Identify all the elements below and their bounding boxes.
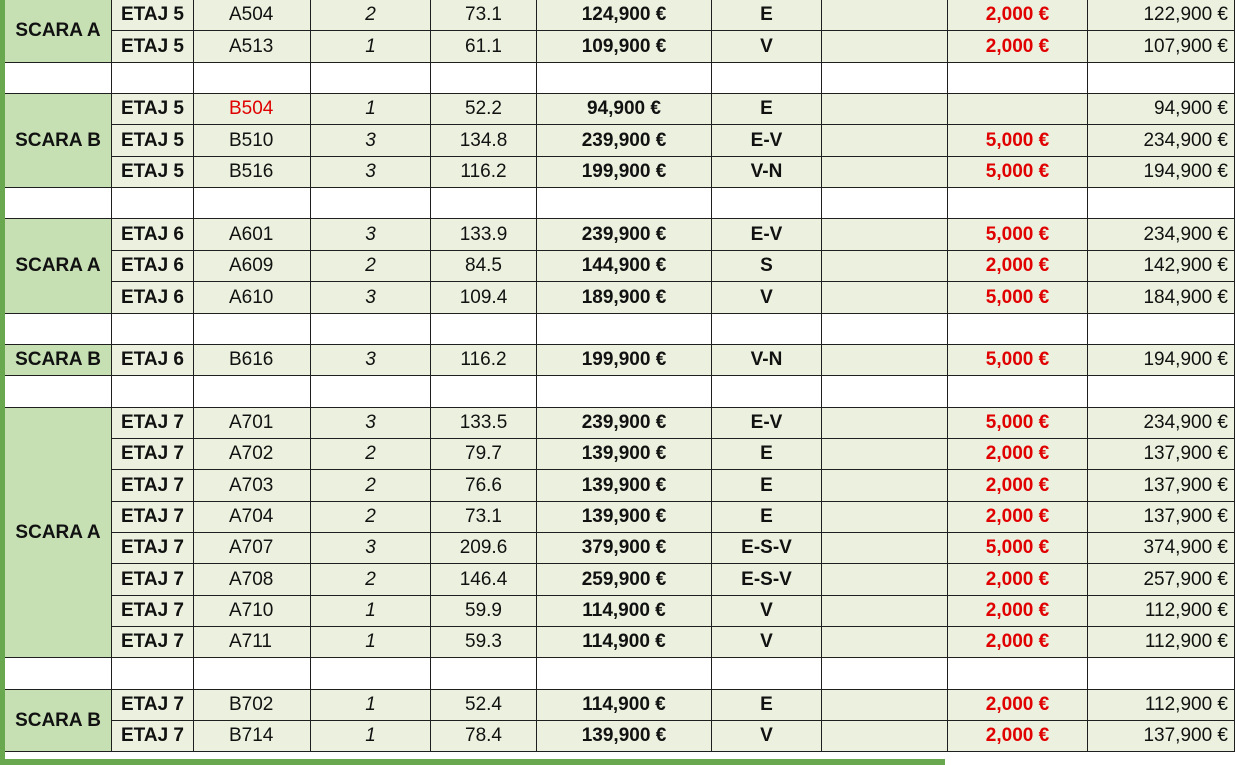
area-cell[interactable]: 109.4 bbox=[431, 282, 537, 314]
apt-cell[interactable]: A711 bbox=[194, 627, 311, 658]
discount-cell[interactable]: 5,000 € bbox=[948, 282, 1088, 314]
area-cell[interactable]: 73.1 bbox=[431, 502, 537, 533]
discount-cell[interactable]: 2,000 € bbox=[948, 502, 1088, 533]
final-cell[interactable]: 137,900 € bbox=[1088, 439, 1235, 470]
price-cell[interactable]: 379,900 € bbox=[537, 533, 712, 564]
price-cell[interactable]: 139,900 € bbox=[537, 439, 712, 470]
empty-cell[interactable] bbox=[822, 721, 948, 752]
rooms-cell[interactable]: 1 bbox=[311, 596, 431, 627]
empty-cell[interactable] bbox=[822, 596, 948, 627]
etaj-cell[interactable]: ETAJ 5 bbox=[112, 157, 194, 188]
area-cell[interactable]: 133.5 bbox=[431, 408, 537, 439]
empty-cell[interactable] bbox=[822, 564, 948, 596]
orient-cell[interactable]: V bbox=[712, 721, 822, 752]
orient-cell[interactable]: E bbox=[712, 502, 822, 533]
area-cell[interactable]: 78.4 bbox=[431, 721, 537, 752]
separator-cell bbox=[1088, 658, 1235, 690]
separator-cell bbox=[112, 658, 194, 690]
apt-cell[interactable]: B702 bbox=[194, 690, 311, 721]
discount-cell[interactable]: 2,000 € bbox=[948, 0, 1088, 31]
etaj-cell[interactable]: ETAJ 7 bbox=[112, 721, 194, 752]
empty-cell[interactable] bbox=[822, 282, 948, 314]
separator-cell bbox=[537, 314, 712, 345]
separator-cell bbox=[194, 188, 311, 219]
separator-cell bbox=[712, 188, 822, 219]
rooms-cell[interactable]: 3 bbox=[311, 533, 431, 564]
apt-cell[interactable]: B516 bbox=[194, 157, 311, 188]
scara-label[interactable]: SCARA A bbox=[5, 0, 112, 63]
separator-cell bbox=[5, 63, 112, 94]
discount-cell[interactable]: 5,000 € bbox=[948, 408, 1088, 439]
separator-cell bbox=[5, 314, 112, 345]
area-cell[interactable]: 52.2 bbox=[431, 94, 537, 125]
discount-cell[interactable]: 5,000 € bbox=[948, 345, 1088, 376]
rooms-cell[interactable]: 3 bbox=[311, 345, 431, 376]
scara-label[interactable]: SCARA A bbox=[5, 408, 112, 658]
empty-cell[interactable] bbox=[822, 125, 948, 157]
final-cell[interactable]: 234,900 € bbox=[1088, 125, 1235, 157]
empty-cell[interactable] bbox=[822, 94, 948, 125]
scara-label[interactable]: SCARA B bbox=[5, 94, 112, 188]
final-cell[interactable]: 374,900 € bbox=[1088, 533, 1235, 564]
separator-cell bbox=[948, 63, 1088, 94]
apt-cell[interactable]: A701 bbox=[194, 408, 311, 439]
etaj-cell[interactable]: ETAJ 7 bbox=[112, 502, 194, 533]
rooms-cell[interactable]: 1 bbox=[311, 627, 431, 658]
apt-cell[interactable]: A702 bbox=[194, 439, 311, 470]
price-cell[interactable]: 259,900 € bbox=[537, 564, 712, 596]
apt-cell[interactable]: A513 bbox=[194, 31, 311, 63]
separator-cell bbox=[822, 314, 948, 345]
apt-cell[interactable]: A708 bbox=[194, 564, 311, 596]
separator-cell bbox=[822, 188, 948, 219]
rooms-cell[interactable]: 3 bbox=[311, 125, 431, 157]
rooms-cell[interactable]: 1 bbox=[311, 690, 431, 721]
area-cell[interactable]: 116.2 bbox=[431, 345, 537, 376]
empty-cell[interactable] bbox=[822, 345, 948, 376]
area-cell[interactable]: 209.6 bbox=[431, 533, 537, 564]
orient-cell[interactable]: V-N bbox=[712, 345, 822, 376]
price-cell[interactable]: 144,900 € bbox=[537, 251, 712, 282]
separator-cell bbox=[712, 376, 822, 408]
final-cell[interactable]: 94,900 € bbox=[1088, 94, 1235, 125]
separator-cell bbox=[5, 188, 112, 219]
apt-cell[interactable]: A703 bbox=[194, 470, 311, 502]
separator-cell bbox=[822, 63, 948, 94]
etaj-cell[interactable]: ETAJ 6 bbox=[112, 282, 194, 314]
empty-cell[interactable] bbox=[822, 690, 948, 721]
rooms-cell[interactable]: 3 bbox=[311, 219, 431, 251]
final-cell[interactable]: 137,900 € bbox=[1088, 721, 1235, 752]
separator-cell bbox=[431, 188, 537, 219]
separator-cell bbox=[1088, 188, 1235, 219]
rooms-cell[interactable]: 3 bbox=[311, 157, 431, 188]
apt-cell[interactable]: A609 bbox=[194, 251, 311, 282]
final-cell[interactable]: 234,900 € bbox=[1088, 408, 1235, 439]
etaj-cell[interactable]: ETAJ 7 bbox=[112, 533, 194, 564]
orient-cell[interactable]: S bbox=[712, 251, 822, 282]
etaj-cell[interactable]: ETAJ 5 bbox=[112, 31, 194, 63]
separator-cell bbox=[194, 376, 311, 408]
price-cell[interactable]: 114,900 € bbox=[537, 627, 712, 658]
price-cell[interactable]: 109,900 € bbox=[537, 31, 712, 63]
discount-cell[interactable]: 5,000 € bbox=[948, 219, 1088, 251]
separator-cell bbox=[5, 658, 112, 690]
final-cell[interactable]: 137,900 € bbox=[1088, 470, 1235, 502]
etaj-cell[interactable]: ETAJ 6 bbox=[112, 251, 194, 282]
empty-cell[interactable] bbox=[822, 408, 948, 439]
separator-cell bbox=[311, 658, 431, 690]
apt-cell[interactable]: B504 bbox=[194, 94, 311, 125]
etaj-cell[interactable]: ETAJ 5 bbox=[112, 94, 194, 125]
separator-cell bbox=[112, 376, 194, 408]
scara-label[interactable]: SCARA B bbox=[5, 690, 112, 752]
separator-cell bbox=[822, 376, 948, 408]
separator-cell bbox=[948, 376, 1088, 408]
separator-cell bbox=[712, 314, 822, 345]
price-cell[interactable]: 94,900 € bbox=[537, 94, 712, 125]
rooms-cell[interactable]: 1 bbox=[311, 94, 431, 125]
price-cell[interactable]: 199,900 € bbox=[537, 157, 712, 188]
orient-cell[interactable]: V-N bbox=[712, 157, 822, 188]
separator-cell bbox=[5, 376, 112, 408]
rooms-cell[interactable]: 3 bbox=[311, 408, 431, 439]
price-cell[interactable]: 239,900 € bbox=[537, 219, 712, 251]
empty-cell[interactable] bbox=[822, 157, 948, 188]
etaj-cell[interactable]: ETAJ 7 bbox=[112, 627, 194, 658]
final-cell[interactable]: 184,900 € bbox=[1088, 282, 1235, 314]
separator-cell bbox=[712, 658, 822, 690]
area-cell[interactable]: 116.2 bbox=[431, 157, 537, 188]
final-cell[interactable]: 112,900 € bbox=[1088, 690, 1235, 721]
etaj-cell[interactable]: ETAJ 6 bbox=[112, 219, 194, 251]
area-cell[interactable]: 133.9 bbox=[431, 219, 537, 251]
orient-cell[interactable]: E bbox=[712, 439, 822, 470]
price-cell[interactable]: 124,900 € bbox=[537, 0, 712, 31]
discount-cell[interactable]: 2,000 € bbox=[948, 627, 1088, 658]
separator-cell bbox=[311, 63, 431, 94]
rooms-cell[interactable]: 2 bbox=[311, 0, 431, 31]
apt-cell[interactable]: A504 bbox=[194, 0, 311, 31]
separator-cell bbox=[537, 188, 712, 219]
final-cell[interactable]: 142,900 € bbox=[1088, 251, 1235, 282]
empty-cell[interactable] bbox=[822, 502, 948, 533]
price-cell[interactable]: 189,900 € bbox=[537, 282, 712, 314]
separator-cell bbox=[431, 376, 537, 408]
separator-cell bbox=[194, 63, 311, 94]
area-cell[interactable]: 73.1 bbox=[431, 0, 537, 31]
area-cell[interactable]: 59.9 bbox=[431, 596, 537, 627]
separator-cell bbox=[194, 314, 311, 345]
rooms-cell[interactable]: 1 bbox=[311, 721, 431, 752]
empty-cell[interactable] bbox=[822, 533, 948, 564]
separator-cell bbox=[311, 188, 431, 219]
apt-cell[interactable]: A707 bbox=[194, 533, 311, 564]
final-cell[interactable]: 137,900 € bbox=[1088, 502, 1235, 533]
etaj-cell[interactable]: ETAJ 5 bbox=[112, 125, 194, 157]
etaj-cell[interactable]: ETAJ 5 bbox=[112, 0, 194, 31]
empty-cell[interactable] bbox=[822, 627, 948, 658]
area-cell[interactable]: 134.8 bbox=[431, 125, 537, 157]
area-cell[interactable]: 52.4 bbox=[431, 690, 537, 721]
etaj-cell[interactable]: ETAJ 7 bbox=[112, 408, 194, 439]
price-cell[interactable]: 239,900 € bbox=[537, 125, 712, 157]
rooms-cell[interactable]: 2 bbox=[311, 564, 431, 596]
discount-cell[interactable]: 2,000 € bbox=[948, 721, 1088, 752]
rooms-cell[interactable]: 1 bbox=[311, 31, 431, 63]
separator-cell bbox=[537, 658, 712, 690]
scara-label[interactable]: SCARA B bbox=[5, 345, 112, 376]
apt-cell[interactable]: A704 bbox=[194, 502, 311, 533]
price-cell[interactable]: 139,900 € bbox=[537, 721, 712, 752]
final-cell[interactable]: 194,900 € bbox=[1088, 345, 1235, 376]
orient-cell[interactable]: E bbox=[712, 690, 822, 721]
orient-cell[interactable]: E-V bbox=[712, 219, 822, 251]
orient-cell[interactable]: E-V bbox=[712, 125, 822, 157]
separator-cell bbox=[311, 314, 431, 345]
discount-cell[interactable]: 2,000 € bbox=[948, 690, 1088, 721]
area-cell[interactable]: 146.4 bbox=[431, 564, 537, 596]
separator-cell bbox=[112, 188, 194, 219]
orient-cell[interactable]: E bbox=[712, 0, 822, 31]
final-cell[interactable]: 107,900 € bbox=[1088, 31, 1235, 63]
apt-cell[interactable]: B714 bbox=[194, 721, 311, 752]
separator-cell bbox=[311, 376, 431, 408]
separator-cell bbox=[112, 314, 194, 345]
final-cell[interactable]: 112,900 € bbox=[1088, 627, 1235, 658]
discount-cell[interactable]: 2,000 € bbox=[948, 596, 1088, 627]
discount-cell[interactable]: 2,000 € bbox=[948, 470, 1088, 502]
rooms-cell[interactable]: 2 bbox=[311, 502, 431, 533]
orient-cell[interactable]: V bbox=[712, 31, 822, 63]
rooms-cell[interactable]: 2 bbox=[311, 439, 431, 470]
area-cell[interactable]: 61.1 bbox=[431, 31, 537, 63]
apt-cell[interactable]: A710 bbox=[194, 596, 311, 627]
orient-cell[interactable]: E bbox=[712, 94, 822, 125]
rooms-cell[interactable]: 2 bbox=[311, 251, 431, 282]
discount-cell[interactable]: 2,000 € bbox=[948, 251, 1088, 282]
area-cell[interactable]: 79.7 bbox=[431, 439, 537, 470]
separator-cell bbox=[112, 63, 194, 94]
etaj-cell[interactable]: ETAJ 7 bbox=[112, 596, 194, 627]
empty-cell[interactable] bbox=[822, 31, 948, 63]
orient-cell[interactable]: E bbox=[712, 470, 822, 502]
price-cell[interactable]: 114,900 € bbox=[537, 690, 712, 721]
apt-cell[interactable]: B616 bbox=[194, 345, 311, 376]
separator-cell bbox=[948, 188, 1088, 219]
separator-cell bbox=[712, 63, 822, 94]
empty-cell[interactable] bbox=[822, 470, 948, 502]
separator-cell bbox=[1088, 63, 1235, 94]
rooms-cell[interactable]: 3 bbox=[311, 282, 431, 314]
separator-cell bbox=[431, 314, 537, 345]
price-cell[interactable]: 139,900 € bbox=[537, 502, 712, 533]
final-cell[interactable]: 194,900 € bbox=[1088, 157, 1235, 188]
sheet-bottom-edge bbox=[0, 759, 945, 765]
etaj-cell[interactable]: ETAJ 7 bbox=[112, 564, 194, 596]
separator-cell bbox=[431, 63, 537, 94]
area-cell[interactable]: 84.5 bbox=[431, 251, 537, 282]
separator-cell bbox=[194, 658, 311, 690]
empty-cell[interactable] bbox=[822, 251, 948, 282]
orient-cell[interactable]: E-S-V bbox=[712, 533, 822, 564]
discount-cell[interactable]: 2,000 € bbox=[948, 564, 1088, 596]
empty-cell[interactable] bbox=[822, 219, 948, 251]
price-cell[interactable]: 199,900 € bbox=[537, 345, 712, 376]
discount-cell[interactable]: 2,000 € bbox=[948, 439, 1088, 470]
separator-cell bbox=[948, 314, 1088, 345]
empty-cell[interactable] bbox=[822, 0, 948, 31]
apt-cell[interactable]: A601 bbox=[194, 219, 311, 251]
separator-cell bbox=[537, 63, 712, 94]
price-cell[interactable]: 239,900 € bbox=[537, 408, 712, 439]
etaj-cell[interactable]: ETAJ 6 bbox=[112, 345, 194, 376]
area-cell[interactable]: 76.6 bbox=[431, 470, 537, 502]
price-cell[interactable]: 114,900 € bbox=[537, 596, 712, 627]
discount-cell[interactable]: 5,000 € bbox=[948, 157, 1088, 188]
orient-cell[interactable]: V bbox=[712, 282, 822, 314]
separator-cell bbox=[1088, 314, 1235, 345]
discount-cell[interactable]: 5,000 € bbox=[948, 125, 1088, 157]
apt-cell[interactable]: A610 bbox=[194, 282, 311, 314]
empty-cell[interactable] bbox=[822, 439, 948, 470]
separator-cell bbox=[1088, 376, 1235, 408]
orient-cell[interactable]: V bbox=[712, 596, 822, 627]
orient-cell[interactable]: V bbox=[712, 627, 822, 658]
discount-cell[interactable]: 5,000 € bbox=[948, 533, 1088, 564]
price-cell[interactable]: 139,900 € bbox=[537, 470, 712, 502]
final-cell[interactable]: 122,900 € bbox=[1088, 0, 1235, 31]
final-cell[interactable]: 112,900 € bbox=[1088, 596, 1235, 627]
final-cell[interactable]: 234,900 € bbox=[1088, 219, 1235, 251]
scara-label[interactable]: SCARA A bbox=[5, 219, 112, 314]
etaj-cell[interactable]: ETAJ 7 bbox=[112, 439, 194, 470]
rooms-cell[interactable]: 2 bbox=[311, 470, 431, 502]
area-cell[interactable]: 59.3 bbox=[431, 627, 537, 658]
etaj-cell[interactable]: ETAJ 7 bbox=[112, 690, 194, 721]
apt-cell[interactable]: B510 bbox=[194, 125, 311, 157]
separator-cell bbox=[537, 376, 712, 408]
etaj-cell[interactable]: ETAJ 7 bbox=[112, 470, 194, 502]
discount-cell[interactable]: 2,000 € bbox=[948, 31, 1088, 63]
separator-cell bbox=[948, 658, 1088, 690]
discount-cell[interactable] bbox=[948, 94, 1088, 125]
separator-cell bbox=[822, 658, 948, 690]
orient-cell[interactable]: E-S-V bbox=[712, 564, 822, 596]
final-cell[interactable]: 257,900 € bbox=[1088, 564, 1235, 596]
separator-cell bbox=[431, 658, 537, 690]
orient-cell[interactable]: E-V bbox=[712, 408, 822, 439]
